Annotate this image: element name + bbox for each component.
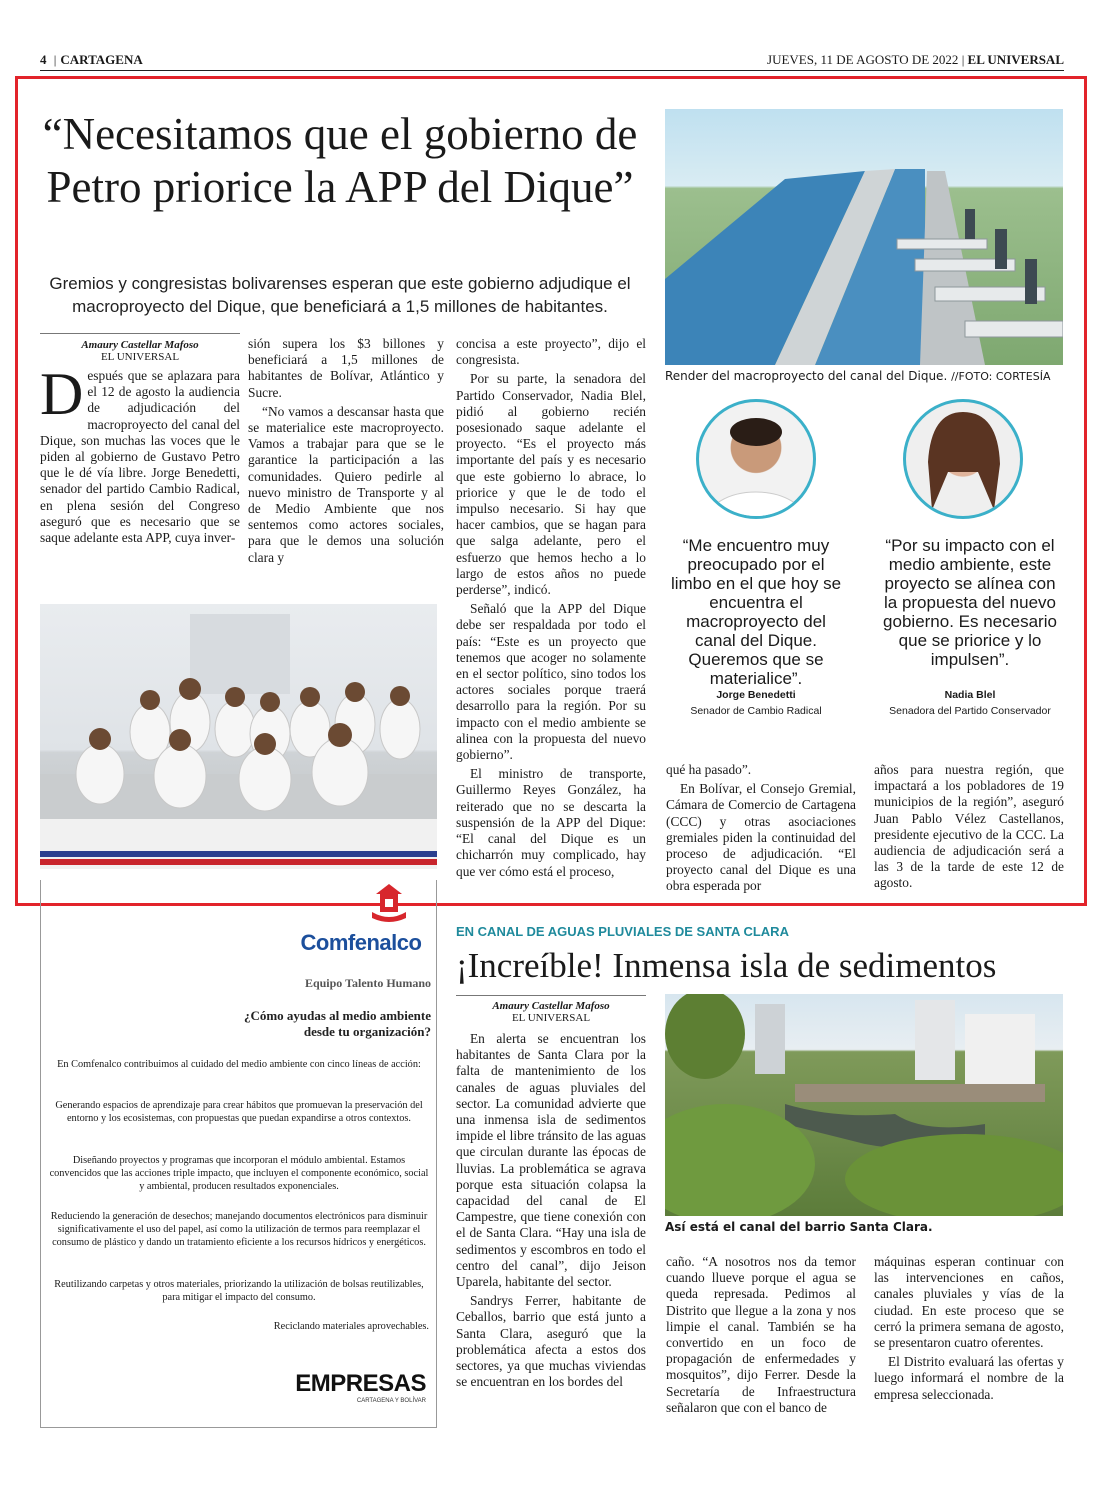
ad-line-3: Reduciendo la generación de desechos; manejando documentos electrónicos para disminuir significativamente el uso del papel, así como la utilización de termos para reemplazar el consumo de plástico y dando un tratamiento eficiente a los recursos hídricos y energéticos. <box>50 1211 428 1248</box>
story2-col1-p1: En alerta se encuentran los habitantes de Santa Clara por la falta de mantenimiento de los canales de aguas pluviales del sector. La comunidad advierte que una inmensa isla de sedimentos impide el libre tránsito de las aguas que circulan durante las épocas de lluvias. La problemática se agrava porque esta situación colapsa la capacidad del canal de El Campestre, que tiene conexión con el de Santa Clara. “Hay una isla de sedimentos y escombros en todo el centro del canal”, dijo Jeison Uparela, habitante del sector. <box>456 1031 646 1290</box>
portrait-benedetti-illustration <box>699 402 813 516</box>
ad-team: Equipo Talento Humano <box>304 976 431 990</box>
page-header: 4 | CARTAGENA JUEVES, 11 DE AGOSTO DE 2022 | EL UNIVERSAL <box>40 52 1064 67</box>
comfenalco-brand: Comfenalco <box>300 930 422 955</box>
canal-photo <box>665 994 1063 1216</box>
story2-outlet: EL UNIVERSAL <box>511 1012 591 1024</box>
paper-name: EL UNIVERSAL <box>967 52 1064 67</box>
ad-intro: En Comfenalco contribuimos al cuidado del medio ambiente con cinco líneas de acción: <box>57 1059 421 1070</box>
ad-footer-sub: CARTAGENA Y BOLÍVAR <box>356 1398 426 1404</box>
story1-col2-p2: “No vamos a descansar hasta que se materialice este macroproyecto. Vamos a trabajar para que se le garantice la participación a las comunidades. Quiero pedirle al nuevo ministro de Transporte y al de Medio Ambiente que nos sentemos como actores sociales, para que le demos una solución clara y <box>248 403 444 565</box>
story1-outlet: EL UNIVERSAL <box>100 351 180 363</box>
story1-col1-text: espués que se aplazara para el 12 de agosto la audiencia de adjudicación del macroproyecto del canal del Dique, son muchas las voces que le piden al gobierno de Gustavo Petro que le dé vía libre. Jorge Benedetti, senador del partido Cambio Radical, en plena sesión del Congreso aseguró que es necesario que se saque adelante esta APP, cuya inver- <box>40 368 240 546</box>
ad-line-5: Reciclando materiales aprovechables. <box>273 1321 429 1332</box>
group-photo-illustration <box>40 604 437 869</box>
ad-question: ¿Cómo ayudas al medio ambiente desde tu organización? <box>243 1008 431 1039</box>
portrait-benedetti <box>696 399 816 519</box>
story2-col3-p2: El Distrito evaluará las ofertas y luego informará el nombre de la empresa seleccionada. <box>874 1354 1064 1402</box>
ad-line-2: Diseñando proyectos y programas que incorporan el módulo ambiental. Estamos convencidos que las acciones triple impacto, que incluyen el componente económico, social y ambiental, producen resultados exponenciales. <box>49 1155 429 1192</box>
story1-col1 <box>40 368 240 573</box>
render-caption <box>665 369 1063 383</box>
quote-blel-name: Nadia Blel <box>944 689 996 701</box>
render-illustration <box>665 109 1063 365</box>
portrait-blel-illustration <box>906 402 1020 516</box>
page-number: 4 <box>40 52 47 67</box>
portrait-blel <box>903 399 1023 519</box>
story1-col4 <box>666 762 856 898</box>
section-name: CARTAGENA <box>60 52 143 67</box>
story2-col3 <box>874 1254 1064 1428</box>
story2-col1 <box>456 1031 646 1427</box>
issue-date: JUEVES, 11 DE AGOSTO DE 2022 <box>767 52 959 67</box>
story1-col3 <box>456 336 646 896</box>
canal-caption: Así está el canal del barrio Santa Clara. <box>665 1220 933 1234</box>
story1-col5-p1: años para nuestra región, que impactará a los pobladores de 19 municipios de la región”, aseguró Juan Pablo Vélez Castellanos, presidente ejecutivo de la CCC. La audiencia de adjudicación será a las 3 de la tarde de este 12 de agosto. <box>874 762 1064 891</box>
story2-author: Amaury Castellar Mafoso <box>492 1000 610 1012</box>
ad-line-1: Generando espacios de aprendizaje para crear hábitos que promuevan la preservación del entorno y los ecosistemas, con propuestas que puedan expandirse a otros contextos. <box>55 1100 423 1124</box>
header-rule <box>40 70 1064 71</box>
render-caption-text: Render del macroproyecto del canal del Dique. <box>665 369 948 383</box>
comfenalco-logo-icon <box>366 882 412 926</box>
quote-benedetti-name: Jorge Benedetti <box>716 689 796 701</box>
comfenalco-ad <box>40 880 437 1428</box>
story1-col3-p2: Señaló que la APP del Dique debe ser respaldada por todo el país: “Este es un proyecto que tenemos que acoger no solamente en el sector político, sino todos los actores sociales porque traerá desarrollo para la región. Por su impacto con el medio ambiente se alinea con la propuesta del nuevo gobierno”. <box>456 601 646 763</box>
render-credit: //FOTO: CORTESÍA <box>951 370 1051 383</box>
quote-benedetti: “Me encuentro muy preocupado por el limbo en el que hoy se encuentra el macroproyecto del canal del Dique. Queremos que se materialice”. <box>670 536 842 688</box>
story1-dropcap: D <box>40 368 84 427</box>
group-photo <box>40 604 437 869</box>
story1-col3-p0: concisa a este proyecto”, dijo el congresista. <box>456 336 646 368</box>
quote-blel-role: Senadora del Partido Conservador <box>889 705 1051 717</box>
story2-col2 <box>666 1254 856 1428</box>
story1-col2-p1: sión supera los $3 billones y beneficiará a 1,5 millones de habitantes de Bolívar, Atlántico y Sucre. <box>248 336 444 400</box>
ad-line-4: Reutilizando carpetas y otros materiales, priorizando la utilización de bolsas reutilizables, para mitigar el impacto del consumo. <box>54 1279 424 1303</box>
quote-blel: “Por su impacto con el medio ambiente, este proyecto se alínea con la propuesta del nuevo gobierno. Es necesario que se priorice y lo impulsen”. <box>883 536 1057 669</box>
ad-footer-brand: EMPRESAS <box>295 1370 426 1397</box>
story1-byline <box>40 339 240 363</box>
story1-col4-p1: qué ha pasado”. <box>666 762 752 777</box>
story1-dek: Gremios y congresistas bolivarenses esperan que este gobierno adjudique el macroproyecto del Dique, que beneficiará a 1,5 millones de habitantes. <box>49 274 631 316</box>
story1-headline: “Necesitamos que el gobierno de Petro priorice la APP del Dique” <box>42 109 638 212</box>
quote-benedetti-role: Senador de Cambio Radical <box>690 705 822 717</box>
story1-col4-p2: En Bolívar, el Consejo Gremial, Cámara de Comercio de Cartagena (CCC) y otras asociaciones gremiales piden la continuidad del proceso de adjudicación. “El proyecto canal del Dique es una obra esperada por <box>666 781 856 894</box>
story2-byline <box>456 1000 646 1024</box>
canal-illustration <box>665 994 1063 1216</box>
story1-col3-p1: Por su parte, la senadora del Partido Conservador, Nadia Blel, pidió al gobierno recién posesionado saque adelante el proyecto. “Es el proyecto más importante del país y es necesario que este gobierno lo abrace, lo priorice y que le de todo el impulso necesario. Si hay que hacer cambios, que se hagan para que salga adelante, pero el esfuerzo que hemos hecho a lo largo de estos años no puede perderse”, indicó. <box>456 371 646 598</box>
story2-col1-p2: Sandrys Ferrer, habitante de Ceballos, barrio que está junto a Santa Clara, aseguró que la problemática afecta a estos dos sectores, ya que muchas viviendas se encuentran en los bordes del <box>456 1293 646 1390</box>
render-photo <box>665 109 1063 365</box>
story1-col3-p3: El ministro de transporte, Guillermo Reyes González, ha reiterado que no se descarta la suspensión de la APP del Dique: “El canal del Dique es un chicharrón muy complicado, hay que ver cómo está el proceso, <box>456 766 646 879</box>
story1-col2 <box>248 336 444 576</box>
story1-author: Amaury Castellar Mafoso <box>81 339 199 351</box>
story1-col5 <box>874 762 1064 898</box>
story2-col3-p1: máquinas esperan continuar con las intervenciones en caños, canales pluviales y vías de la ciudad. En este proceso que se cerró la primera semana de agosto, se presentaron cuatro oferentes. <box>874 1254 1064 1351</box>
story2-kicker: EN CANAL DE AGUAS PLUVIALES DE SANTA CLARA <box>456 924 789 939</box>
story2-headline: ¡Increíble! Inmensa isla de sedimentos <box>456 946 997 985</box>
story2-col2-p1: caño. “A nosotros nos da temor cuando llueve porque el agua se queda represada. Pedimos al Distrito que llegue a la zona y nos limpie el canal. También se ha convertido en un foco de propagación de enfermedades y mosquitos”, dijo Ferrer. Desde la Secretaría de Infraestructura señalaron que con el banco de <box>666 1254 856 1415</box>
